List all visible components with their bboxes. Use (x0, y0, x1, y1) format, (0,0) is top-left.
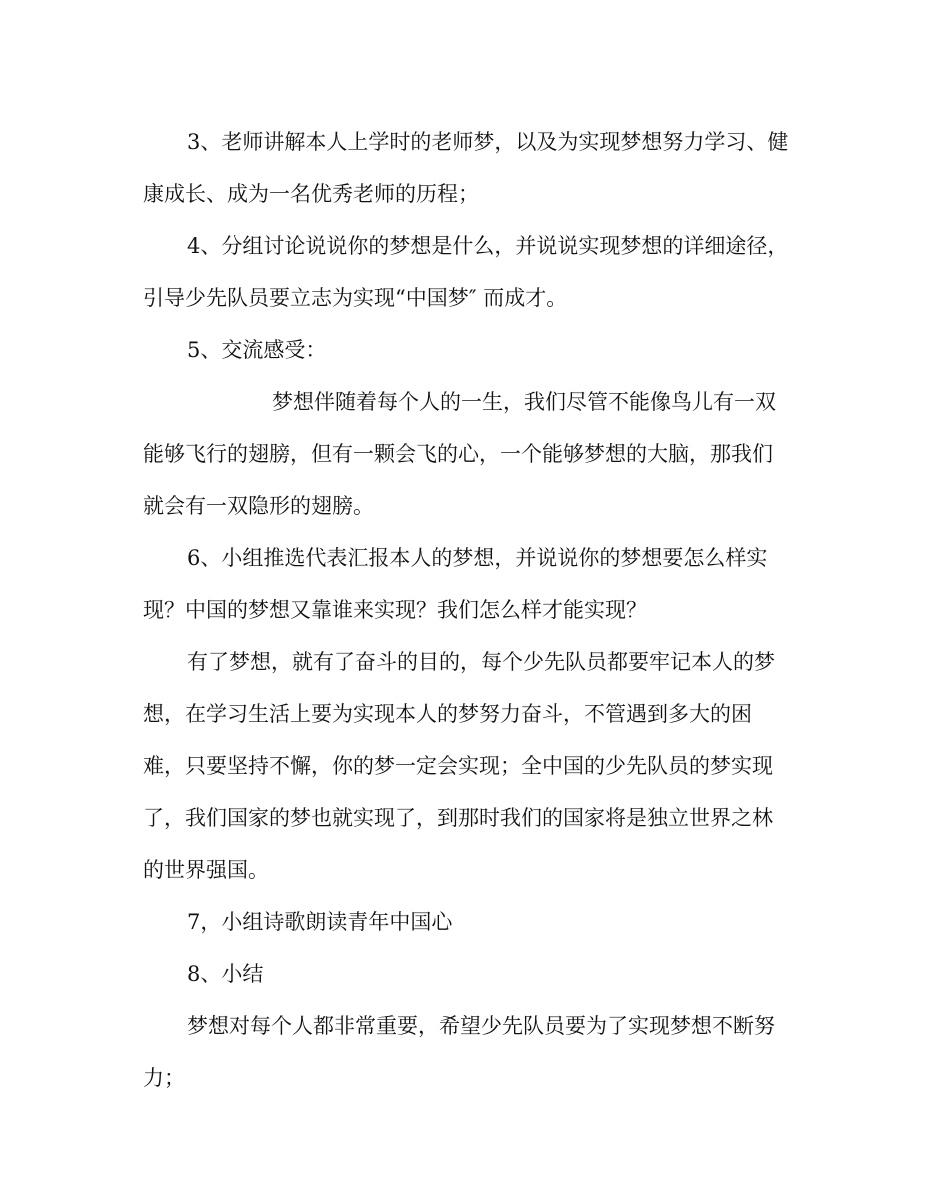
text-line: 康成长、成为一名优秀老师的历程； (143, 182, 479, 206)
text-line: 5、交流感受： (187, 338, 327, 362)
text-line: 8、小结 (187, 962, 264, 986)
text-line: 难，只要坚持不懈，你的梦一定会实现；全中国的少先队员的梦实现 (143, 754, 773, 778)
text-line: 就会有一双隐形的翅膀。 (143, 494, 374, 518)
text-line: 了，我们国家的梦也就实现了，到那时我们的国家将是独立世界之林 (143, 806, 773, 830)
text-line: 6、小组推选代表汇报本人的梦想，并说说你的梦想要怎么样实 (187, 546, 768, 570)
text-line: 梦想对每个人都非常重要，希望少先队员要为了实现梦想不断努 (187, 1014, 775, 1038)
text-line: 梦想伴随着每个人的一生，我们尽管不能像鸟儿有一双 (272, 390, 776, 414)
text-line: 7，小组诗歌朗读青年中国心 (187, 910, 453, 934)
text-line: 4、分组讨论说说你的梦想是什么，并说说实现梦想的详细途径， (187, 234, 789, 258)
text-line: 能够飞行的翅膀，但有一颗会飞的心，一个能够梦想的大脑，那我们 (143, 442, 773, 466)
text-line: 有了梦想，就有了奋斗的目的，每个少先队员都要牢记本人的梦 (187, 650, 775, 674)
text-line: 想，在学习生活上要为实现本人的梦努力奋斗，不管遇到多大的困 (143, 702, 752, 726)
text-line: 力； (143, 1066, 185, 1090)
text-line: 引导少先队员要立志为实现“中国梦″ 而成才。 (143, 286, 568, 310)
text-line: 3、老师讲解本人上学时的老师梦，以及为实现梦想努力学习、健 (187, 130, 789, 154)
text-line: 的世界强国。 (143, 858, 269, 882)
text-line: 现？中国的梦想又靠谁来实现？我们怎么样才能实现？ (143, 598, 647, 622)
